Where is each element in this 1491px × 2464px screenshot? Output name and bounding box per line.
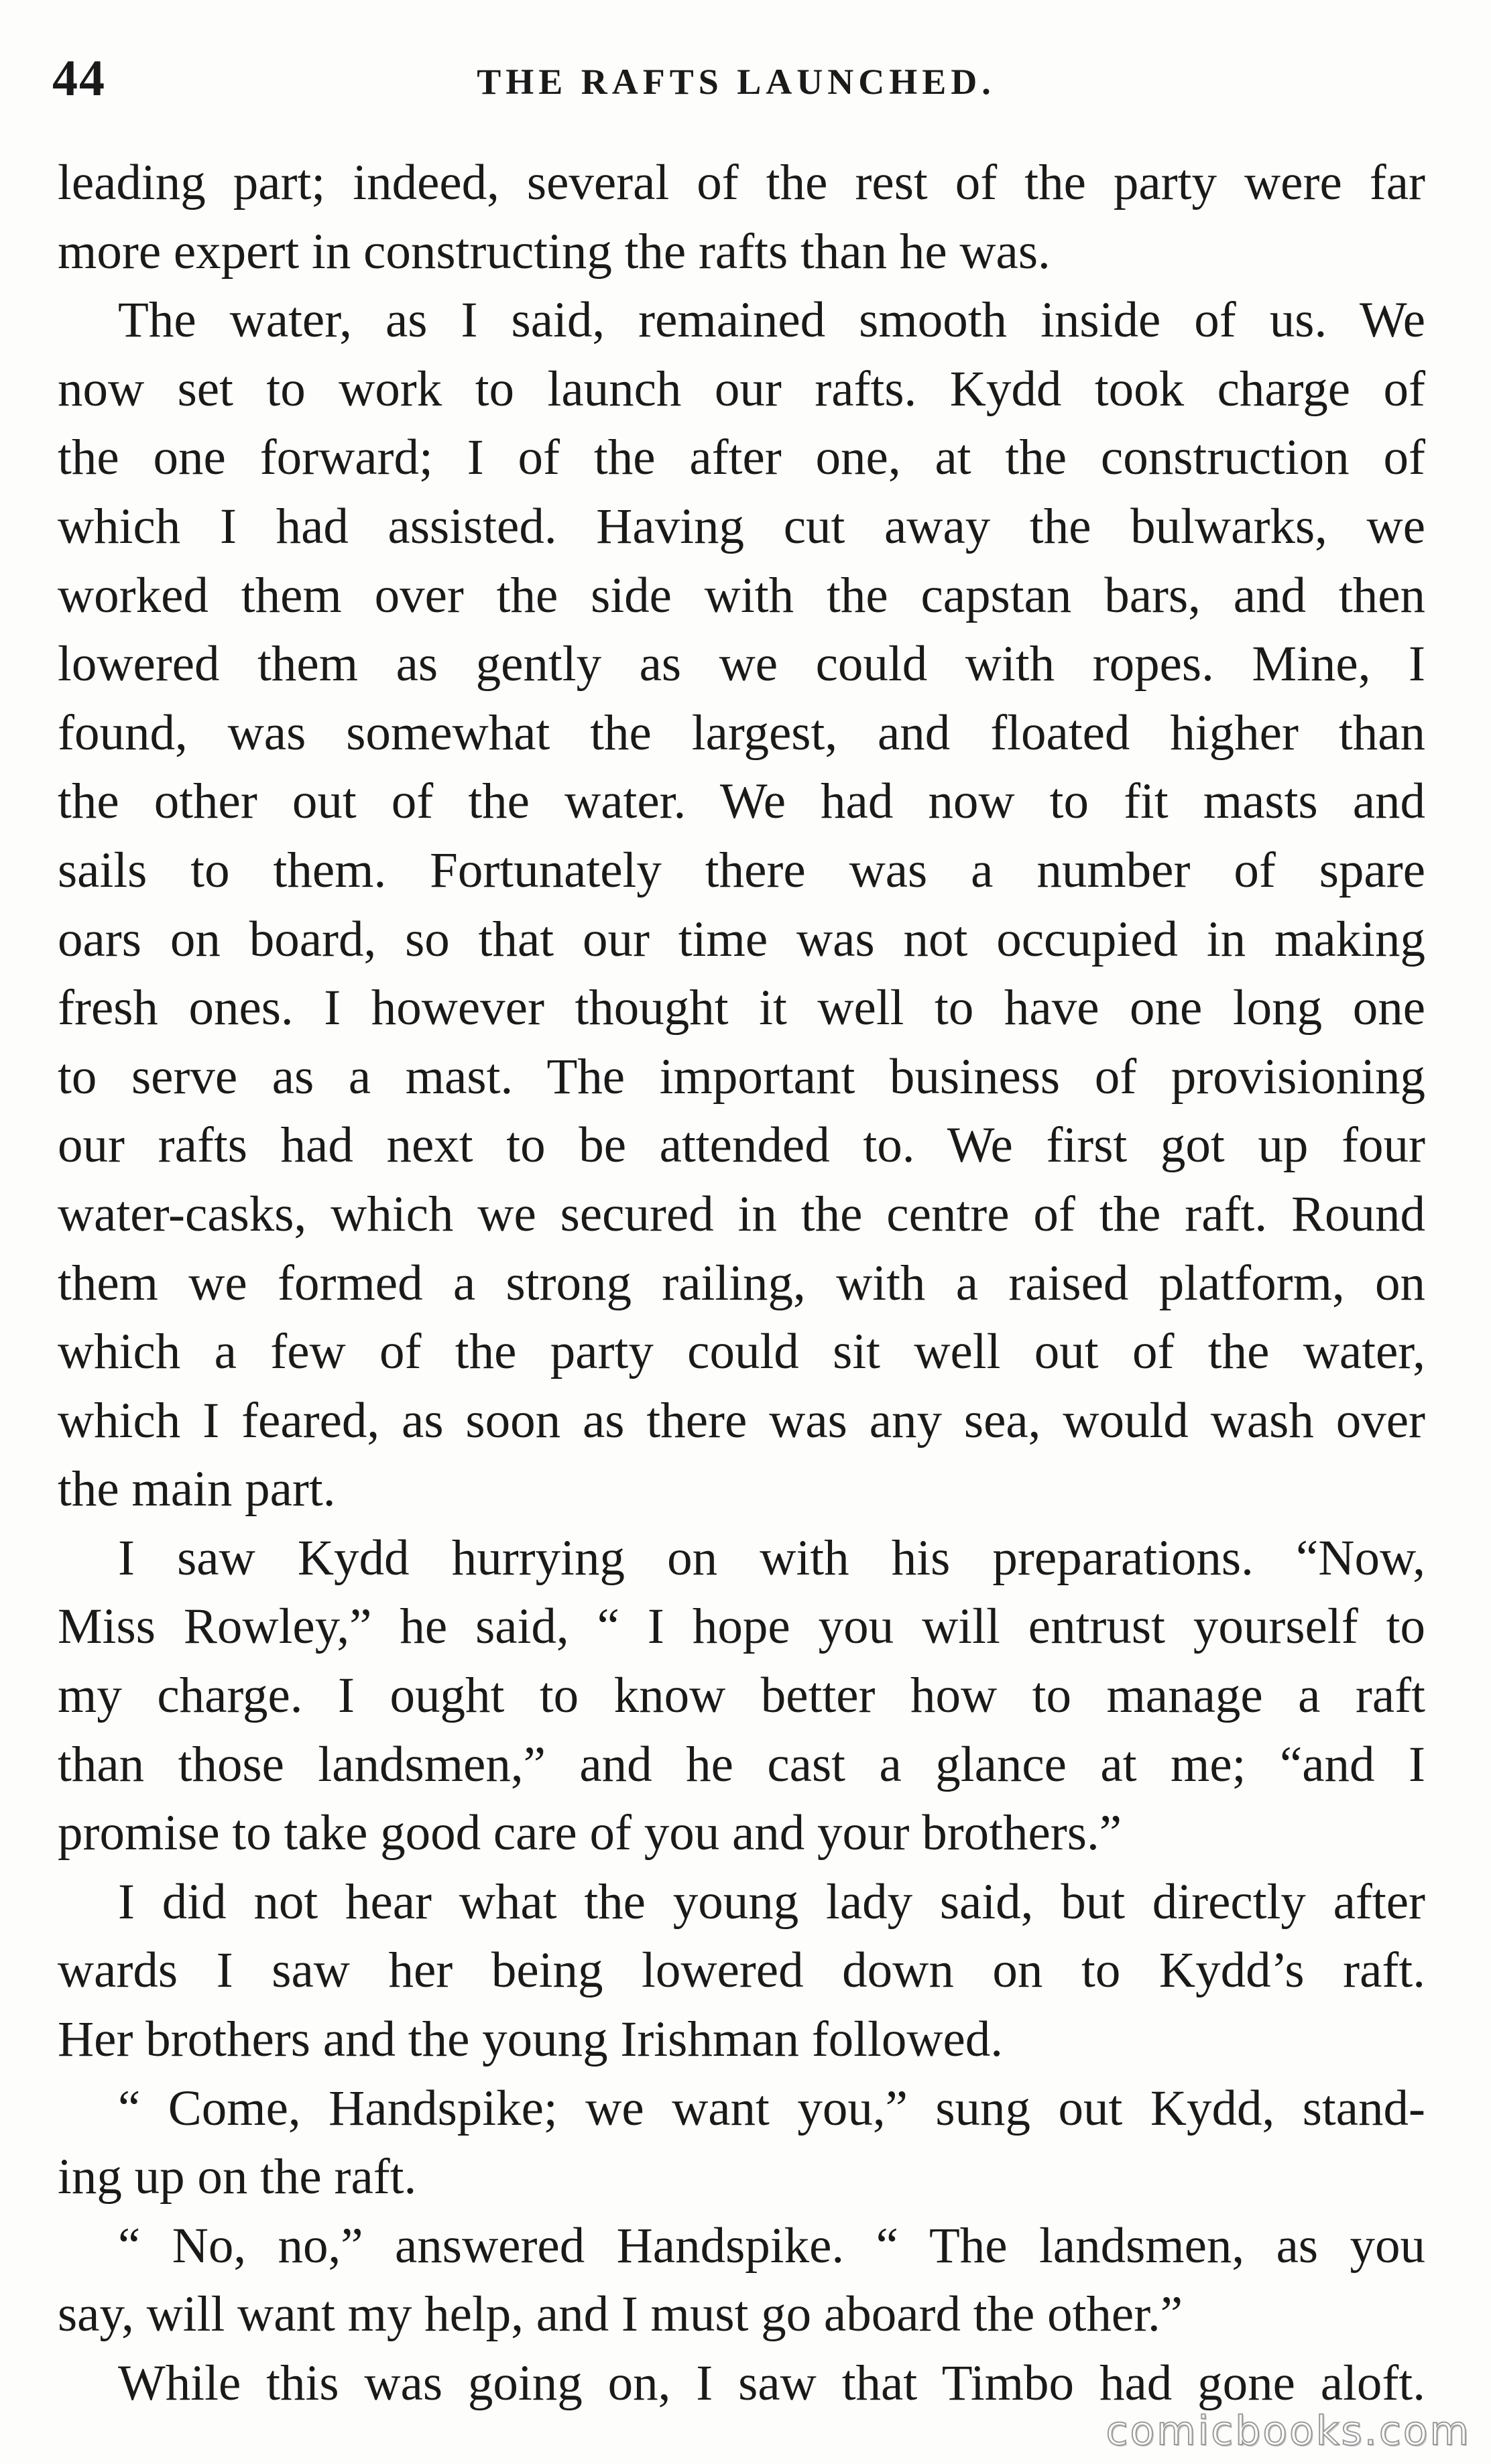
text-line: The water, as I said, remained smooth inside of us. We [118,292,1425,349]
text-line: Miss Rowley,” he said, “ I hope you will entrust yourself to [58,1599,1425,1655]
text-line: sails to them. Fortunately there was a number of spare [58,842,1425,898]
text-line: While this was going on, I saw that Timbo had gone aloft. [118,2355,1425,2411]
text-line: worked them over the side with the capstan bars, and then [58,567,1425,623]
text-line: leading part; indeed, several of the rest of the party were far [58,155,1425,210]
text-line: which I had assisted. Having cut away the bulwarks, we [58,498,1425,554]
running-head [52,42,1420,115]
body-text [58,149,1425,2418]
text-line: oars on board, so that our time was not occupied in making [58,911,1425,967]
text-line: to serve as a mast. The important business of provisioning [58,1048,1425,1105]
text-line: say, will want my help, and I must go aboard the other.” [58,2286,1183,2343]
text-line: promise to take good care of you and your brothers.” [58,1805,1122,1861]
text-line: water-casks, which we secured in the centre of the raft. Round [58,1186,1425,1242]
page-number: 44 [52,50,106,107]
text-line: Her brothers and the young Irishman followed. [58,2012,1004,2068]
text-line: fresh ones. I however thought it well to have one long one [58,980,1425,1036]
text-line: “ No, no,” answered Handspike. “ The landsmen, as you [118,2217,1425,2274]
text-line: than those landsmen,” and he cast a glance at me; “and I [58,1736,1425,1792]
watermark-logo: comicbooks.com [1106,2408,1471,2455]
text-line: now set to work to launch our rafts. Kydd took charge of [58,361,1425,417]
text-line: which I feared, as soon as there was any sea, would wash over [58,1392,1425,1449]
text-line: them we formed a strong railing, with a raised platform, on [58,1255,1425,1311]
text-line: which a few of the party could sit well out of the water, [58,1324,1425,1380]
text-line: lowered them as gently as we could with ropes. Mine, I [58,636,1425,692]
text-line: I did not hear what the young lady said, but directly after [118,1873,1425,1930]
text-line: the other out of the water. We had now to fit masts and [58,774,1425,830]
text-line: more expert in constructing the rafts than he was. [58,223,1051,280]
text-line: ing up on the raft. [58,2149,417,2205]
text-line: wards I saw her being lowered down on to Kydd’s raft. [58,1943,1425,1999]
running-title: THE RAFTS LAUNCHED. [477,62,996,102]
text-line: our rafts had next to be attended to. We first got up four [58,1117,1425,1174]
text-line: found, was somewhat the largest, and floated higher than [58,704,1425,761]
text-line: “ Come, Handspike; we want you,” sung out Kydd, stand- [118,2080,1425,2136]
text-line: the main part. [58,1461,336,1518]
text-line: my charge. I ought to know better how to manage a raft [58,1668,1425,1724]
text-line: the one forward; I of the after one, at the construction of [58,430,1425,486]
text-line: I saw Kydd hurrying on with his preparations. “Now, [118,1530,1425,1586]
